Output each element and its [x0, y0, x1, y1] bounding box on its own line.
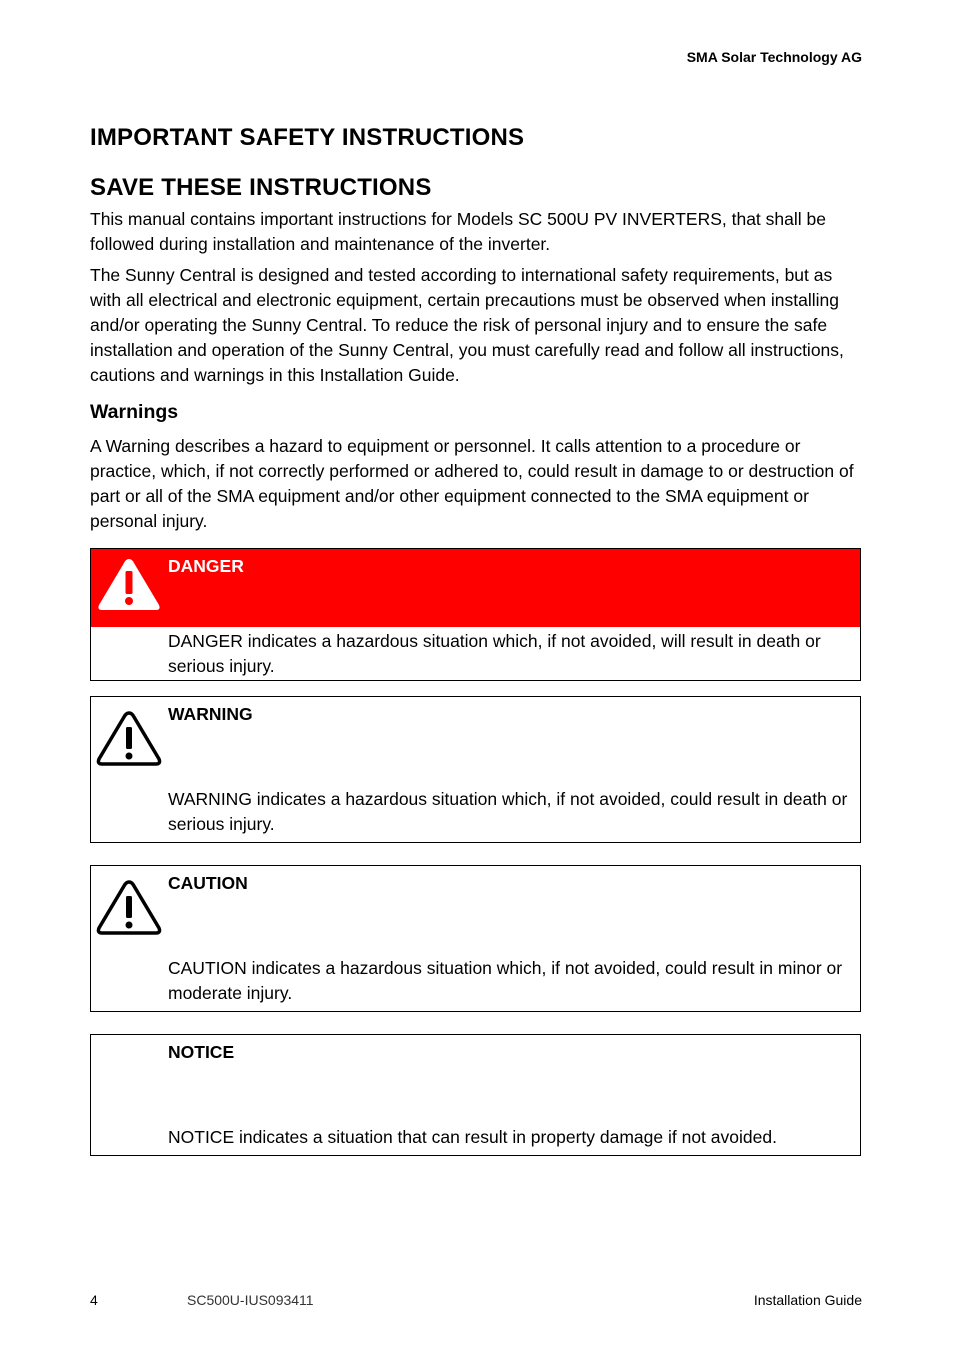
warning-box: [90, 696, 861, 843]
heading-warnings: Warnings: [90, 401, 179, 423]
warning-definition-paragraph: A Warning describes a hazard to equipment or personnel. It calls attention to a procedure or practice, which, if not correctly performed or adhered to, could result in damage to or destruction of part or all of the SMA equipment and/or other equipment connected to the SMA equipment or personal injury.: [90, 436, 854, 531]
warning-triangle-icon: [96, 878, 162, 936]
page-number: 4: [90, 1292, 98, 1308]
danger-title: DANGER: [168, 556, 244, 576]
warning-triangle-icon: [96, 709, 162, 767]
warning-title: WARNING: [168, 704, 253, 724]
document-code: SC500U-IUS093411: [187, 1292, 314, 1308]
warning-triangle-icon: [96, 555, 162, 613]
company-header: SMA Solar Technology AG: [686, 49, 862, 65]
notice-box: [90, 1034, 861, 1156]
heading-save-instructions: SAVE THESE INSTRUCTIONS: [90, 174, 432, 201]
notice-description: NOTICE indicates a situation that can result in property damage if not avoided.: [168, 1127, 777, 1147]
caution-title: CAUTION: [168, 873, 248, 893]
design-paragraph: The Sunny Central is designed and tested according to international safety requirements, but as with all electrical and electronic equipment, certain precautions must be observed when installing and/or operating the Sunny Central. To reduce the risk of personal injury and to ensure the safe installation and operation of the Sunny Central, you must carefully read and follow all instructions, cautions and warnings in this Installation Guide.: [90, 265, 844, 385]
danger-description: DANGER indicates a hazardous situation which, if not avoided, will result in death or serious injury.: [168, 631, 821, 676]
intro-paragraph: This manual contains important instructions for Models SC 500U PV INVERTERS, that shall be followed during installation and maintenance of the inverter.: [90, 209, 826, 254]
danger-box: [90, 548, 861, 681]
caution-description: CAUTION indicates a hazardous situation which, if not avoided, could result in minor or moderate injury.: [168, 958, 843, 1003]
document-type: Installation Guide: [753, 1292, 862, 1308]
heading-important-safety: IMPORTANT SAFETY INSTRUCTIONS: [90, 124, 525, 151]
caution-box: [90, 865, 861, 1012]
notice-title: NOTICE: [168, 1042, 235, 1062]
warning-description: WARNING indicates a hazardous situation which, if not avoided, could result in death or serious injury.: [168, 789, 848, 834]
